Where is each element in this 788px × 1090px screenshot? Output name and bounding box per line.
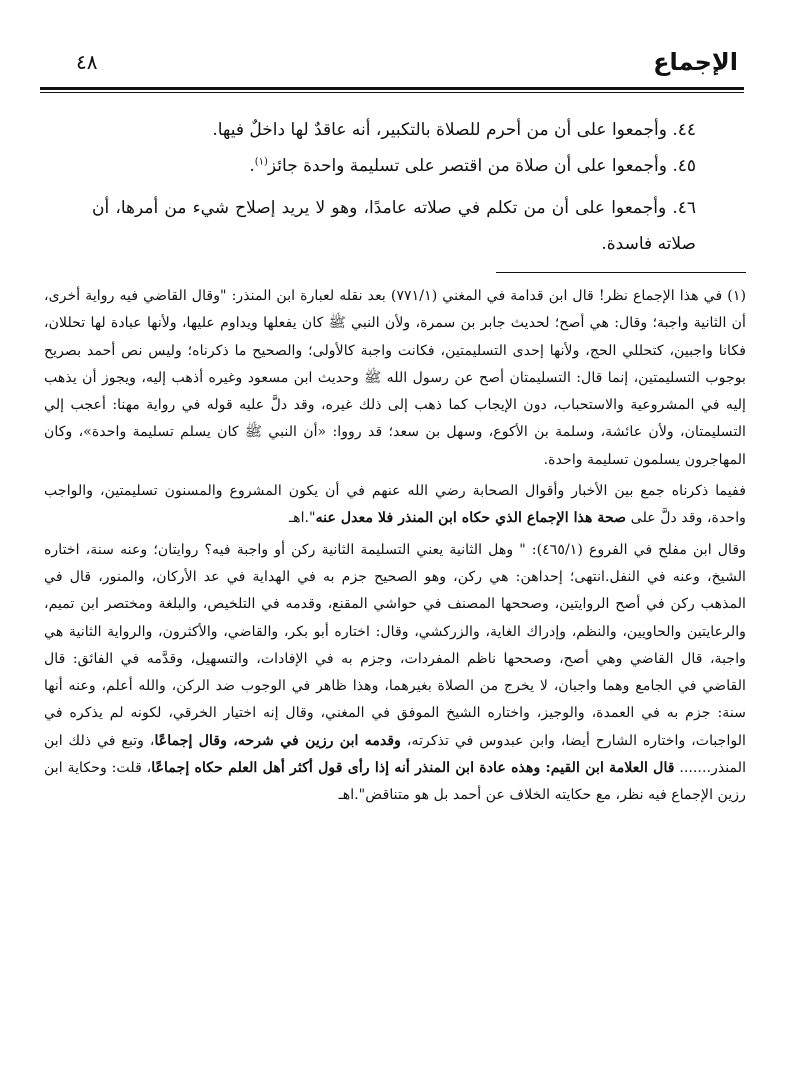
item-number: ٤٥ <box>677 156 696 176</box>
header-rule-thick <box>40 87 744 90</box>
item-text: وأجمعوا على أن من أحرم للصلاة بالتكبير، أنه عاقدٌ لها داخلٌ فيها. <box>212 120 667 140</box>
footnote-text: ".اهـ <box>288 510 316 527</box>
item-text: وأجمعوا على أن صلاة من اقتصر على تسليمة واحدة جائز <box>267 156 667 176</box>
main-text <box>92 112 696 262</box>
consensus-item-44: ٤٤. وأجمعوا على أن من أحرم للصلاة بالتكبير، أنه عاقدٌ لها داخلٌ فيها. <box>212 120 696 140</box>
consensus-item-46: ٤٦. وأجمعوا على أن من تكلم في صلاته عامدًا، وهو لا يريد إصلاح شيء من أمرها، أن صلاته فاسدة. <box>92 198 697 254</box>
consensus-item-45: ٤٥. وأجمعوا على أن صلاة من اقتصر على تسليمة واحدة جائز$^{(١)}$. <box>249 156 696 176</box>
footnote-text: في هذا الإجماع نظر! قال ابن قدامة في المغني (٧٧١/١) بعد نقله لعبارة ابن المنذر: "وقال القاضي فيه رواية أخرى، أن الثانية واجبة؛ وقال: هي أصح؛ لحديث جابر بن سمرة، ولأن النبي ﷺ كان يفعلها ويداوم عليها، ولأنها عبادة لها تحللان، فكانا واجبين، كتحللي الحج، ولأنها إحدى التسليمتين، فكانت واجبة كالأولى؛ والصحيح ما ذكرناه؛ وليس نص أحمد بصريح بوجوب التسليمتين، إنما قال: التسليمتان أصح عن رسول الله ﷺ وحديث ابن مسعود وغيره أذهب إليه، ويجوز أن يذهب إليه في المشروعية والاستحباب، دون الإيجاب كما ذهب إلى ذلك غيره، وقد دلَّ عليه قوله في رواية مهنا: أعجب إلي التسليمتان، ولأن عائشة، وسلمة بن الأكوع، وسهل بن سعد؛ قد رووا: «أن النبي ﷺ كان يسلم تسليمة واحدة»، وكان المهاجرون يسلمون تسليمة واحدة. <box>44 288 746 468</box>
page-number: ٤٨ <box>76 50 98 74</box>
footnote-paragraph-3 <box>44 537 746 810</box>
item-text-continued: أمرها، أن صلاته فاسدة. <box>92 198 696 254</box>
item-text: وأجمعوا على أن من تكلم في صلاته عامدًا، وهو لا يريد إصلاح شيء من <box>164 198 667 218</box>
running-header <box>38 40 750 82</box>
footnote-text: ، وتبع في ذلك ابن المنذر....... <box>44 732 747 777</box>
item-number: ٤٦ <box>677 198 697 218</box>
footnotes <box>44 283 746 810</box>
footnote-text: وقال ابن مفلح في الفروع (٤٦٥/١): " وهل الثانية يعني التسليمة الثانية ركن أو واجبة فيه؟ روايتان؛ وعنه سنة، اختاره الشيخ، وعنه في النفل.انتهى؛ إحداهن: هي ركن، وهو الصحيح جزم به في الهداية في عد الأركان، والمنور، قال في المذهب ركن في أصح الروايتين، وصححها المصنف في حواشي المقنع، وقدمه في التلخيص، والبلغة ومختصر ابن تميم، والرعايتين والحاويين، والنظم، وإدراك الغاية، والزركشي، وقال: اختاره أبو بكر، والقاضي، والأكثرون، والرواية الثانية هي واجبة، قال القاضي وهي أصح، وصححها ناظم المفردات، وجزم به في الإفادات، والتسهيل، وقدَّمه في الفائق: قال القاضي في الجامع وهما واجبان، لا يخرج من الصلاة بغيرهما، وهذا ظاهر في الوجوب ضد الركن، والله أعلم، وعنه أنها سنة: جزم به في العمدة، والوجيز، واختاره الشيخ الموفق في المغني، وقال إنه اختيار الخرقي، لكونه لم يذكره في الواجبات، واختاره الشارح أيضا، وابن عبدوس في تذكرته، <box>44 541 746 749</box>
footnote-paragraph-1 <box>44 283 746 474</box>
header-rule-thin <box>40 92 744 93</box>
footnote-bold-text: صحة هذا الإجماع الذي حكاه ابن المنذر فلا معدل عنه <box>315 510 627 527</box>
footnote-bold-text: وقدمه ابن رزين في شرحه، وقال إجماعًا <box>154 732 402 749</box>
footnote-paragraph-2 <box>44 478 746 533</box>
footnote-bold-text: قال العلامة ابن القيم: وهذه عادة ابن المنذر أنه إذا رأى قول أكثر أهل العلم حكاه إجماعًا <box>151 760 675 777</box>
footnote-marker: (١) <box>727 288 746 304</box>
footnote-text: ففيما ذكرناه جمع بين الأخبار وأقوال الصحابة رضي الله عنهم في أن يكون المشروع والمسنون تسليمتين، والواجب واحدة، وقد دلَّ على <box>44 483 746 527</box>
footnote-separator <box>496 272 746 273</box>
footnote-ref[interactable]: (١) <box>254 156 268 168</box>
header-title: الإجماع <box>653 48 738 76</box>
item-number: ٤٤ <box>677 120 696 140</box>
footnote-text: ، قلت: وحكاية ابن رزين الإجماع فيه نظر، مع حكايته الخلاف عن أحمد بل هو متناقض".اهـ <box>44 760 746 804</box>
